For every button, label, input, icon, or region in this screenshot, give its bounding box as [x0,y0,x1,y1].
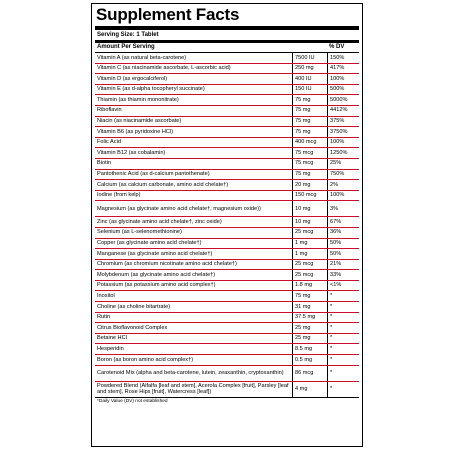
nutrient-dv: 67% [327,217,359,227]
nutrient-amount: 25 mg [292,334,327,344]
nutrient-amount: 20 mg [292,180,327,190]
nutrient-name: Vitamin C (as niacinamide ascorbate, L-ascorbic acid) [97,65,231,72]
nutrient-name: Copper (as glycinate amino acid chelate†) [97,240,202,246]
nutrient-dv: * [327,313,359,323]
nutrient-dv: 5000% [327,95,359,105]
nutrient-name: Citrus Bioflavonoid Complex [97,324,168,331]
table-row [95,95,359,106]
nutrient-dv: * [327,355,359,365]
nutrient-name: Selenium (as L-selenomethionine) [97,229,182,236]
nutrient-name: Vitamin D (as ergocalciferol) [97,75,168,82]
table-row [95,249,359,260]
nutrient-dv: <1% [327,281,359,291]
nutrient-dv: * [327,344,359,354]
table-row [95,281,359,292]
nutrient-amount: 25 mcg [292,228,327,238]
serving-size: Serving Size: 1 Tablet [97,32,159,38]
nutrient-amount: 37.5 mg [292,313,327,323]
supplement-facts-panel [91,3,363,447]
nutrient-name: Riboflavin [97,107,122,114]
nutrient-amount: 25 mg [292,323,327,333]
nutrient-name: Powdered Blend (Alfalfa [leaf and stem], Acerola Complex [fruit], Parsley [leaf and stem], Rose Hips [fruit], Watercress [leaf]) [97,382,289,396]
nutrient-amount: 75 mg [292,170,327,180]
nutrient-name: Vitamin E (as d-alpha tocopheryl succinate) [97,86,205,93]
table-row [95,260,359,271]
table-header [95,43,359,52]
nutrient-amount: 75 mcg [292,148,327,158]
thick-rule [95,26,359,30]
nutrient-amount: 400 IU [292,74,327,84]
nutrient-name: Magnesium (as glycinate amino acid chelate†, magnesium oxide)) [97,205,261,212]
table-row [95,180,359,191]
nutrient-amount: 25 mcg [292,260,327,270]
nutrient-name: Betaine HCl [97,335,127,342]
nutrient-dv: 375% [327,117,359,127]
nutrient-amount: 150 IU [292,85,327,95]
nutrient-dv: * [327,382,359,397]
nutrient-dv: 25% [327,159,359,169]
nutrient-amount: 8.5 mg [292,344,327,354]
nutrient-name: Molybdenum (as glycinate amino acid chelate†) [97,271,216,278]
nutrient-amount: 1 mg [292,249,327,259]
nutrient-dv: 2% [327,180,359,190]
nutrient-dv: 50% [327,239,359,249]
nutrient-dv: * [327,302,359,312]
nutrient-name: Iodine (from kelp) [97,192,141,199]
nutrient-amount: 75 mg [292,106,327,116]
nutrient-dv: 500% [327,85,359,95]
table-row [95,85,359,96]
table-row [95,53,359,64]
dv-header: % DV [329,44,345,50]
nutrient-amount: 75 mg [292,95,327,105]
table-row [95,138,359,149]
nutrient-name: Calcium (as calcium carbonate, amino acid chelate†) [97,181,229,188]
table-row [95,334,359,345]
table-row [95,270,359,281]
table-row [95,382,359,398]
nutrient-name: Hesperidin [97,345,124,352]
nutrient-dv: 150% [327,53,359,63]
nutrient-name: Potassium (as potassium amino acid complex†) [97,282,216,289]
nutrient-name: Vitamin A (as natural beta-carotene) [97,54,187,61]
table-row [95,191,359,202]
nutrient-dv: 417% [327,64,359,74]
table-row [95,170,359,181]
nutrient-dv: 36% [327,228,359,238]
table-row [95,217,359,228]
nutrient-dv: 750% [327,170,359,180]
table-row [95,323,359,334]
nutrient-amount: 86 mcg [292,366,327,381]
table-row [95,74,359,85]
nutrient-name: Carotenoid Mix (alpha and beta-carotene, lutein, zeaxanthin, cryptoxanthin) [97,369,284,376]
table-row [95,366,359,382]
nutrient-amount: 75 mg [292,291,327,301]
nutrient-dv: 4412% [327,106,359,116]
nutrient-amount: 150 mcg [292,191,327,201]
nutrient-name: Zinc (as glycinate amino acid chelate†, zinc oxide) [97,218,222,225]
nutrient-dv: 50% [327,249,359,259]
nutrient-dv: 21% [327,260,359,270]
nutrient-name: Choline (as choline bitartrate) [97,303,171,310]
nutrient-name: Chromium (as chromium nicotinate amino acid chelate†) [97,261,237,268]
nutrient-dv: * [327,334,359,344]
nutrient-dv: 100% [327,74,359,84]
nutrient-table [95,53,359,398]
table-row [95,117,359,128]
nutrient-amount: 10 mg [292,217,327,227]
nutrient-name: Biotin [97,160,111,167]
table-row [95,239,359,250]
amount-header [292,43,327,52]
nutrient-name: Vitamin B12 (as cobalamin) [97,149,166,156]
nutrient-dv: 33% [327,270,359,280]
panel-title: Supplement Facts [96,5,240,24]
nutrient-name: Rutin [97,314,111,321]
nutrient-amount: 4 mg [292,382,327,397]
nutrient-name: Inositol [97,292,115,299]
nutrient-name: Folic Acid [97,139,121,146]
nutrient-amount: 10 mg [292,201,327,216]
table-row [95,344,359,355]
nutrient-amount: 7500 IU [292,53,327,63]
nutrient-dv: 1250% [327,148,359,158]
nutrient-amount: 75 mg [292,127,327,137]
nutrient-amount: 250 mg [292,64,327,74]
nutrient-amount: 75 mg [292,117,327,127]
nutrient-name: Manganese (as glycinate amino acid chelate†) [97,250,213,257]
nutrient-amount: 31 mg [292,302,327,312]
table-row [95,148,359,159]
nutrient-amount: 400 mcg [292,138,327,148]
nutrient-dv: 3750% [327,127,359,137]
nutrient-name: Vitamin B6 (as pyridoxine HCl) [97,128,174,135]
nutrient-name: Thiamin (as thiamin mononitrate) [97,96,179,103]
amount-per-serving-header: Amount Per Serving [97,44,155,50]
nutrient-dv: 100% [327,138,359,148]
nutrient-dv: * [327,323,359,333]
nutrient-name: Boron (as boron amino acid complex†) [97,356,194,363]
table-row [95,64,359,75]
nutrient-amount: 1 mg [292,239,327,249]
nutrient-amount: 25 mcg [292,270,327,280]
table-row [95,302,359,313]
table-row [95,106,359,117]
table-row [95,228,359,239]
table-row [95,127,359,138]
nutrient-amount: 75 mcg [292,159,327,169]
table-row [95,201,359,217]
nutrient-dv: 3% [327,201,359,216]
footnote: *Daily Value (DV) not established [97,398,168,404]
nutrient-amount: 0.5 mg [292,355,327,365]
nutrient-dv: * [327,291,359,301]
table-row [95,291,359,302]
table-row [95,355,359,366]
table-row [95,313,359,324]
nutrient-name: Pantothenic Acid (as d-calcium pantothenate) [97,171,210,178]
nutrient-name: Niacin (as niacinamide ascorbate) [97,118,182,125]
table-row [95,159,359,170]
nutrient-amount: 1.8 mg [292,281,327,291]
nutrient-dv: 100% [327,191,359,201]
nutrient-dv: * [327,366,359,381]
